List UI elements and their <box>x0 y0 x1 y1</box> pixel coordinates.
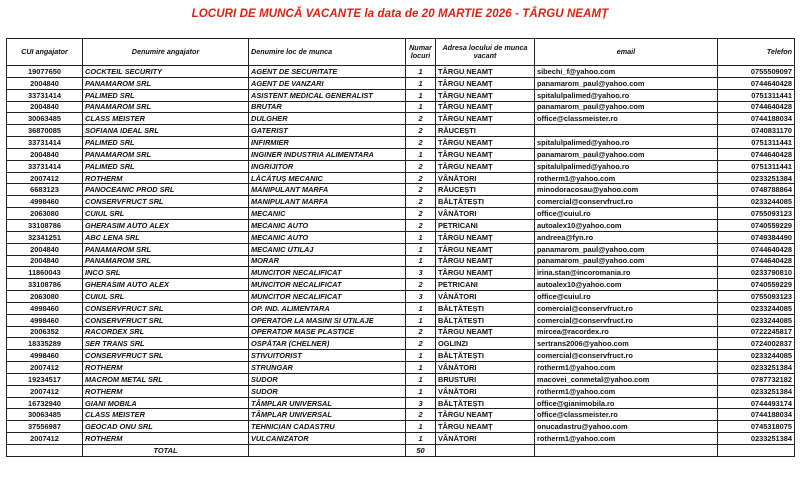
position-cell: STIVUITORIST <box>249 350 406 362</box>
phone-cell: 0744640428 <box>718 77 795 89</box>
count-cell: 1 <box>406 350 436 362</box>
count-cell: 2 <box>406 160 436 172</box>
address-cell: TÂRGU NEAMȚ <box>436 267 535 279</box>
email-cell: andreea@fyn.ro <box>535 231 718 243</box>
position-cell: TEHNICIAN CADASTRU <box>249 421 406 433</box>
position-cell: MECANIC UTILAJ <box>249 243 406 255</box>
position-cell: BRUTAR <box>249 101 406 113</box>
table-row <box>7 255 795 267</box>
count-cell: 1 <box>406 421 436 433</box>
cui-cell: 2004840 <box>7 101 83 113</box>
cui-cell: 33731414 <box>7 89 83 101</box>
address-cell: VÂNĂTORI <box>436 172 535 184</box>
address-cell: VÂNĂTORI <box>436 385 535 397</box>
address-cell: VÂNĂTORI <box>436 208 535 220</box>
phone-cell: 0233790810 <box>718 267 795 279</box>
email-cell: sibechi_f@yahoo.com <box>535 66 718 78</box>
position-cell: MUNCITOR NECALIFICAT <box>249 267 406 279</box>
position-cell: OPERATOR MASE PLASTICE <box>249 326 406 338</box>
address-cell: BĂLȚĂTEȘTI <box>436 302 535 314</box>
position-cell: TÂMPLAR UNIVERSAL <box>249 409 406 421</box>
count-cell: 1 <box>406 362 436 374</box>
phone-cell: 0749384490 <box>718 231 795 243</box>
email-cell: panamarom_paul@yahoo.com <box>535 77 718 89</box>
phone-cell: 0233251384 <box>718 362 795 374</box>
table-row <box>7 421 795 433</box>
table-row <box>7 314 795 326</box>
cui-cell: 2007412 <box>7 433 83 445</box>
position-cell: ASISTENT MEDICAL GENERALIST <box>249 89 406 101</box>
position-cell: MECANIC AUTO <box>249 231 406 243</box>
employer-cell: ABC LENA SRL <box>83 231 249 243</box>
count-cell: 3 <box>406 397 436 409</box>
cui-cell: 18335289 <box>7 338 83 350</box>
position-cell: MECANIC <box>249 208 406 220</box>
cui-cell: 30063485 <box>7 113 83 125</box>
table-row <box>7 101 795 113</box>
table-row <box>7 196 795 208</box>
address-cell: TÂRGU NEAMȚ <box>436 101 535 113</box>
email-cell: autoalex10@yahoo.com <box>535 279 718 291</box>
address-cell: TÂRGU NEAMȚ <box>436 326 535 338</box>
cui-cell: 2007412 <box>7 172 83 184</box>
phone-cell: 0744640428 <box>718 243 795 255</box>
table-row <box>7 125 795 137</box>
email-cell: spitalulpalimed@yahoo.ro <box>535 160 718 172</box>
table-row <box>7 243 795 255</box>
address-cell: BĂLȚĂTEȘTI <box>436 196 535 208</box>
count-cell: 2 <box>406 113 436 125</box>
phone-cell: 0740559229 <box>718 219 795 231</box>
employer-cell: ROTHERM <box>83 385 249 397</box>
count-cell: 1 <box>406 77 436 89</box>
phone-cell: 0724002837 <box>718 338 795 350</box>
cui-cell: 2063080 <box>7 291 83 303</box>
address-cell: TÂRGU NEAMȚ <box>436 421 535 433</box>
count-cell: 3 <box>406 267 436 279</box>
count-cell: 1 <box>406 433 436 445</box>
employer-cell: GHERASIM AUTO ALEX <box>83 219 249 231</box>
table-row <box>7 302 795 314</box>
cui-cell: 37556987 <box>7 421 83 433</box>
position-cell: INGINER INDUSTRIA ALIMENTARA <box>249 148 406 160</box>
address-cell: TÂRGU NEAMȚ <box>436 89 535 101</box>
employer-cell: CONSERVFRUCT SRL <box>83 314 249 326</box>
phone-cell: 0233244085 <box>718 350 795 362</box>
employer-cell: PALIMED SRL <box>83 137 249 149</box>
cui-cell: 33731414 <box>7 137 83 149</box>
employer-cell: CLASS MEISTER <box>83 113 249 125</box>
position-cell: AGENT DE VANZARI <box>249 77 406 89</box>
cui-cell: 6683123 <box>7 184 83 196</box>
email-cell: comercial@conservfruct.ro <box>535 314 718 326</box>
address-cell: VÂNĂTORI <box>436 433 535 445</box>
address-cell: VÂNĂTORI <box>436 362 535 374</box>
header-email: email <box>535 39 718 66</box>
employer-cell: RACORDEX SRL <box>83 326 249 338</box>
employer-cell: CLASS MEISTER <box>83 409 249 421</box>
header-cui: CUI angajator <box>7 39 83 66</box>
count-cell: 1 <box>406 302 436 314</box>
header-phone: Telefon <box>718 39 795 66</box>
employer-cell: CONSERVFRUCT SRL <box>83 350 249 362</box>
address-cell: RĂUCEȘTI <box>436 184 535 196</box>
email-cell: spitalulpalimed@yahoo.ro <box>535 137 718 149</box>
phone-cell: 0755509097 <box>718 66 795 78</box>
address-cell: TÂRGU NEAMȚ <box>436 409 535 421</box>
table-row <box>7 113 795 125</box>
table-row <box>7 172 795 184</box>
header-employer: Denumire angajator <box>83 39 249 66</box>
cui-cell: 16732940 <box>7 397 83 409</box>
total-cell-empty <box>249 445 406 457</box>
employer-cell: GIANI MOBILA <box>83 397 249 409</box>
position-cell: OP. IND. ALIMENTARA <box>249 302 406 314</box>
count-cell: 2 <box>406 409 436 421</box>
position-cell: GATERIST <box>249 125 406 137</box>
phone-cell: 0744640428 <box>718 101 795 113</box>
cui-cell: 4998460 <box>7 350 83 362</box>
count-cell: 1 <box>406 255 436 267</box>
phone-cell: 0751311441 <box>718 137 795 149</box>
count-cell: 3 <box>406 291 436 303</box>
email-cell: comercial@conservfruct.ro <box>535 196 718 208</box>
cui-cell: 2004840 <box>7 243 83 255</box>
phone-cell: 0233251384 <box>718 385 795 397</box>
cui-cell: 33731414 <box>7 160 83 172</box>
phone-cell: 0748788864 <box>718 184 795 196</box>
position-cell: MORAR <box>249 255 406 267</box>
employer-cell: MACROM METAL SRL <box>83 373 249 385</box>
page-title: LOCURI DE MUNCĂ VACANTE la data de 20 MARTIE 2026 - TÂRGU NEAMȚ <box>191 8 609 20</box>
employer-cell: CUIUL SRL <box>83 291 249 303</box>
address-cell: TÂRGU NEAMȚ <box>436 160 535 172</box>
header-position: Denumire loc de munca <box>249 39 406 66</box>
phone-cell: 0233244085 <box>718 314 795 326</box>
address-cell: TÂRGU NEAMȚ <box>436 66 535 78</box>
email-cell: office@cuiul.ro <box>535 208 718 220</box>
email-cell: macovei_conmetal@yahoo.com <box>535 373 718 385</box>
employer-cell: PALIMED SRL <box>83 160 249 172</box>
count-cell: 1 <box>406 314 436 326</box>
cui-cell: 33108786 <box>7 219 83 231</box>
table-row <box>7 291 795 303</box>
total-row <box>7 445 795 457</box>
table-row <box>7 373 795 385</box>
cui-cell: 4998460 <box>7 196 83 208</box>
table-row <box>7 208 795 220</box>
employer-cell: PANAMAROM SRL <box>83 255 249 267</box>
employer-cell: GHERASIM AUTO ALEX <box>83 279 249 291</box>
table-row <box>7 350 795 362</box>
table-row <box>7 338 795 350</box>
employer-cell: CONSERVFRUCT SRL <box>83 302 249 314</box>
cui-cell: 2004840 <box>7 148 83 160</box>
position-cell: OPERATOR LA MASINI SI UTILAJE <box>249 314 406 326</box>
table-row <box>7 160 795 172</box>
employer-cell: PANAMAROM SRL <box>83 148 249 160</box>
address-cell: BĂLȚĂTEȘTI <box>436 314 535 326</box>
total-value: 50 <box>406 445 436 457</box>
count-cell: 2 <box>406 279 436 291</box>
email-cell: irina.stan@incoromania.ro <box>535 267 718 279</box>
position-cell: SUDOR <box>249 373 406 385</box>
address-cell: VÂNĂTORI <box>436 291 535 303</box>
table-row <box>7 385 795 397</box>
phone-cell: 0722245817 <box>718 326 795 338</box>
phone-cell: 0744640428 <box>718 255 795 267</box>
cui-cell: 2006352 <box>7 326 83 338</box>
total-cell-empty <box>7 445 83 457</box>
table-row <box>7 279 795 291</box>
table-row <box>7 362 795 374</box>
position-cell: AGENT DE SECURITATE <box>249 66 406 78</box>
cui-cell: 4998460 <box>7 314 83 326</box>
phone-cell: 0751311441 <box>718 160 795 172</box>
phone-cell: 0751311441 <box>718 89 795 101</box>
count-cell: 2 <box>406 208 436 220</box>
count-cell: 2 <box>406 219 436 231</box>
email-cell: rotherm1@yahoo.com <box>535 433 718 445</box>
email-cell: comercial@conservfruct.ro <box>535 302 718 314</box>
phone-cell: 0233244085 <box>718 196 795 208</box>
email-cell <box>535 125 718 137</box>
count-cell: 1 <box>406 89 436 101</box>
address-cell: BĂLȚĂTEȘTI <box>436 350 535 362</box>
employer-cell: SOFIANA IDEAL SRL <box>83 125 249 137</box>
address-cell: TÂRGU NEAMȚ <box>436 148 535 160</box>
address-cell: TÂRGU NEAMȚ <box>436 255 535 267</box>
header-address: Adresa locului de munca vacant <box>436 39 535 66</box>
position-cell: INFIRMIER <box>249 137 406 149</box>
total-cell-empty <box>718 445 795 457</box>
count-cell: 2 <box>406 338 436 350</box>
cui-cell: 2004840 <box>7 77 83 89</box>
email-cell: sertrans2006@yahoo.com <box>535 338 718 350</box>
table-row <box>7 433 795 445</box>
position-cell: MECANIC AUTO <box>249 219 406 231</box>
email-cell: rotherm1@yahoo.com <box>535 385 718 397</box>
email-cell: office@classmeister.ro <box>535 409 718 421</box>
cui-cell: 33108786 <box>7 279 83 291</box>
position-cell: SUDOR <box>249 385 406 397</box>
employer-cell: PALIMED SRL <box>83 89 249 101</box>
address-cell: TÂRGU NEAMȚ <box>436 243 535 255</box>
header-count: Numar locuri <box>406 39 436 66</box>
email-cell: comercial@conservfruct.ro <box>535 350 718 362</box>
email-cell: office@cuiul.ro <box>535 291 718 303</box>
phone-cell: 0744188034 <box>718 409 795 421</box>
employer-cell: COCKTEIL SECURITY <box>83 66 249 78</box>
vacancies-table <box>6 38 795 457</box>
email-cell: rotherm1@yahoo.com <box>535 362 718 374</box>
position-cell: MANIPULANT MARFA <box>249 184 406 196</box>
address-cell: TÂRGU NEAMȚ <box>436 77 535 89</box>
table-row <box>7 184 795 196</box>
cui-cell: 19234517 <box>7 373 83 385</box>
table-row <box>7 409 795 421</box>
total-label: TOTAL <box>83 445 249 457</box>
employer-cell: INCO SRL <box>83 267 249 279</box>
count-cell: 1 <box>406 101 436 113</box>
email-cell: mircea@racordex.ro <box>535 326 718 338</box>
cui-cell: 11860043 <box>7 267 83 279</box>
employer-cell: PANAMAROM SRL <box>83 243 249 255</box>
position-cell: MANIPULANT MARFA <box>249 196 406 208</box>
phone-cell: 0740831170 <box>718 125 795 137</box>
table-row <box>7 219 795 231</box>
email-cell: onucadastru@yahoo.com <box>535 421 718 433</box>
phone-cell: 0740559229 <box>718 279 795 291</box>
employer-cell: SER TRANS SRL <box>83 338 249 350</box>
address-cell: PETRICANI <box>436 279 535 291</box>
phone-cell: 0233251384 <box>718 433 795 445</box>
count-cell: 1 <box>406 243 436 255</box>
count-cell: 2 <box>406 172 436 184</box>
table-row <box>7 397 795 409</box>
table-row <box>7 89 795 101</box>
phone-cell: 0745318075 <box>718 421 795 433</box>
employer-cell: GEOCAD ONU SRL <box>83 421 249 433</box>
position-cell: TÂMPLAR UNIVERSAL <box>249 397 406 409</box>
email-cell: panamarom_paul@yahoo.com <box>535 255 718 267</box>
email-cell: office@gianimobila.ro <box>535 397 718 409</box>
email-cell: rotherm1@yahoo.com <box>535 172 718 184</box>
total-cell-empty <box>535 445 718 457</box>
position-cell: OSPĂTAR (CHELNER) <box>249 338 406 350</box>
cui-cell: 2063080 <box>7 208 83 220</box>
cui-cell: 19077650 <box>7 66 83 78</box>
table-row <box>7 77 795 89</box>
address-cell: PETRICANI <box>436 219 535 231</box>
email-cell: minodoracosau@yahoo.com <box>535 184 718 196</box>
cui-cell: 30063485 <box>7 409 83 421</box>
cui-cell: 32341251 <box>7 231 83 243</box>
count-cell: 1 <box>406 385 436 397</box>
email-cell: office@classmeister.ro <box>535 113 718 125</box>
address-cell: BĂLȚĂTEȘTI <box>436 397 535 409</box>
employer-cell: PANAMAROM SRL <box>83 77 249 89</box>
table-row <box>7 137 795 149</box>
count-cell: 1 <box>406 373 436 385</box>
phone-cell: 0787732182 <box>718 373 795 385</box>
address-cell: TÂRGU NEAMȚ <box>436 231 535 243</box>
address-cell: TÂRGU NEAMȚ <box>436 137 535 149</box>
count-cell: 2 <box>406 137 436 149</box>
table-row <box>7 231 795 243</box>
table-row <box>7 267 795 279</box>
employer-cell: PANAMAROM SRL <box>83 101 249 113</box>
cui-cell: 2004840 <box>7 255 83 267</box>
position-cell: INGRIJITOR <box>249 160 406 172</box>
position-cell: MUNCITOR NECALIFICAT <box>249 291 406 303</box>
total-cell-empty <box>436 445 535 457</box>
phone-cell: 0233244085 <box>718 302 795 314</box>
phone-cell: 0744640428 <box>718 148 795 160</box>
employer-cell: ROTHERM <box>83 362 249 374</box>
position-cell: LĂCĂTUȘ MECANIC <box>249 172 406 184</box>
email-cell: panamarom_paul@yahoo.com <box>535 101 718 113</box>
address-cell: RĂUCEȘTI <box>436 125 535 137</box>
table-row <box>7 326 795 338</box>
count-cell: 1 <box>406 148 436 160</box>
phone-cell: 0755093123 <box>718 208 795 220</box>
employer-cell: ROTHERM <box>83 433 249 445</box>
cui-cell: 36870085 <box>7 125 83 137</box>
cui-cell: 4998460 <box>7 302 83 314</box>
email-cell: spitalulpalimed@yahoo.ro <box>535 89 718 101</box>
count-cell: 1 <box>406 231 436 243</box>
address-cell: TÂRGU NEAMȚ <box>436 113 535 125</box>
phone-cell: 0744188034 <box>718 113 795 125</box>
employer-cell: CONSERVFRUCT SRL <box>83 196 249 208</box>
address-cell: OGLINZI <box>436 338 535 350</box>
email-cell: panamarom_paul@yahoo.com <box>535 243 718 255</box>
header-row <box>7 39 795 66</box>
position-cell: MUNCITOR NECALIFICAT <box>249 279 406 291</box>
employer-cell: CUIUL SRL <box>83 208 249 220</box>
count-cell: 2 <box>406 125 436 137</box>
employer-cell: PANOCEANIC PROD SRL <box>83 184 249 196</box>
count-cell: 2 <box>406 184 436 196</box>
position-cell: DULGHER <box>249 113 406 125</box>
position-cell: STRUNGAR <box>249 362 406 374</box>
count-cell: 2 <box>406 196 436 208</box>
email-cell: autoalex10@yahoo.com <box>535 219 718 231</box>
cui-cell: 2007412 <box>7 385 83 397</box>
table-row <box>7 148 795 160</box>
phone-cell: 0233251384 <box>718 172 795 184</box>
count-cell: 2 <box>406 326 436 338</box>
address-cell: BRUSTURI <box>436 373 535 385</box>
count-cell: 1 <box>406 66 436 78</box>
phone-cell: 0755093123 <box>718 291 795 303</box>
email-cell: panamarom_paul@yahoo.com <box>535 148 718 160</box>
position-cell: VULCANIZATOR <box>249 433 406 445</box>
table-row <box>7 66 795 78</box>
employer-cell: ROTHERM <box>83 172 249 184</box>
cui-cell: 2007412 <box>7 362 83 374</box>
phone-cell: 0744493174 <box>718 397 795 409</box>
